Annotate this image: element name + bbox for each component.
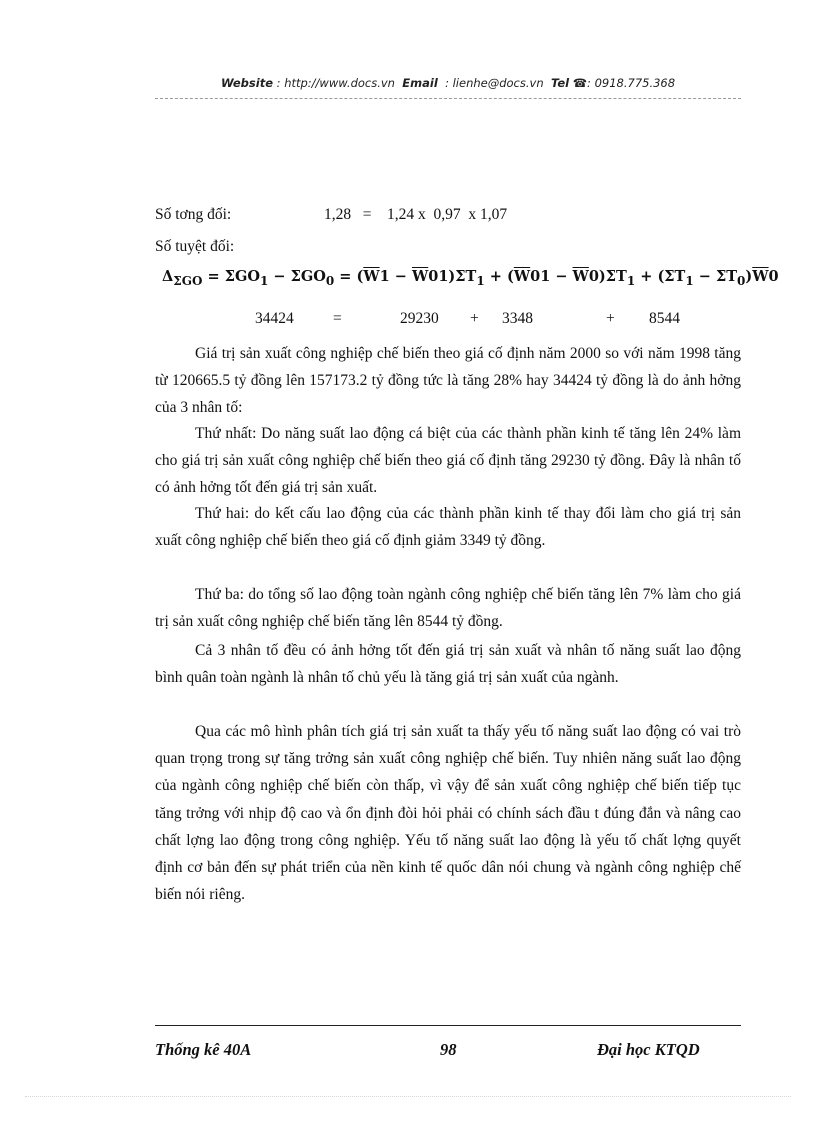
page-bottom-edge	[25, 1096, 791, 1097]
tel-label: Tel	[550, 76, 570, 90]
page-header	[155, 76, 741, 90]
footer-left: Thống kê 40A	[155, 1040, 252, 1059]
phone-icon: ☎	[572, 76, 588, 90]
value-factor-1: 29230	[400, 310, 439, 327]
relative-equation: 1,28 = 1,24 x 0,97 x 1,07	[324, 206, 508, 223]
value-total: 34424	[255, 310, 294, 327]
value-plus-1: +	[470, 310, 479, 327]
email-value[interactable]: : lienhe@docs.vn	[445, 76, 544, 90]
value-plus-2: +	[606, 310, 615, 327]
paragraph-all-factors: Cả 3 nhân tố đều có ảnh hởng tốt đến giá trị sản xuất và nhân tố năng suất lao động bình quân toàn ngành là nhân tố chủ yếu là tăng giá trị sản xuất của ngành.	[155, 642, 741, 687]
tel-value: : 0918.775.368	[587, 76, 676, 90]
paragraph-second-factor: Thứ hai: do kết cấu lao động của các thành phần kinh tế thay đổi làm cho giá trị sản xuất công nghiệp chế biến theo giá cố định giảm 3349 tỷ đồng.	[155, 505, 741, 550]
value-factor-3: 8544	[649, 310, 680, 327]
relative-label: Số tơng đối:	[155, 206, 232, 223]
footer-divider	[155, 1025, 741, 1026]
paragraph-third-factor: Thứ ba: do tổng số lao động toàn ngành công nghiệp chế biến tăng lên 7% làm cho giá trị sản xuất công nghiệp chế biến tăng lên 8544 tỷ đồng.	[155, 586, 741, 631]
header-divider	[155, 98, 741, 99]
paragraph-conclusion: Qua các mô hình phân tích giá trị sản xuất ta thấy yếu tố năng suất lao động có vai trò quan trọng trong sự tăng trởng sản xuất công nghiệp chế biến. Tuy nhiên năng suất lao động của ngành công nghiệp chế biến còn thấp, vì vậy để sản xuất công nghiệp chế biến tiếp tục tăng trởng với nhịp độ cao và ổn định đòi hỏi phải có chính sách đầu t đúng đắn và nâng cao chất lợng lao động trong công nghiệp. Yếu tố năng suất lao động là yếu tố chất lợng quyết định cơ bản đến sự phát triển của nền kinh tế quốc dân nói chung và ngành công nghiệp chế biến nói riêng.	[155, 723, 741, 904]
footer-right: Đại học KTQD	[597, 1040, 700, 1059]
website-label: Website	[220, 76, 274, 90]
page-number: 98	[440, 1040, 457, 1059]
paragraph-first-factor: Thứ nhất: Do năng suất lao động cá biệt của các thành phần kinh tế tăng lên 24% làm cho giá trị sản xuất công nghiệp chế biến theo giá cố định tăng 29230 tỷ đồng. Đây là nhân tố có ảnh hởng tốt đến giá trị sản xuất.	[155, 425, 741, 497]
value-equals: =	[333, 310, 342, 327]
value-factor-2: 3348	[502, 310, 533, 327]
email-label: Email	[402, 76, 438, 90]
absolute-label: Số tuyệt đối:	[155, 238, 235, 255]
paragraph-summary: Giá trị sản xuất công nghiệp chế biến theo giá cố định năm 2000 so với năm 1998 tăng từ 120665.5 tỷ đồng lên 157173.2 tỷ đồng tức là tăng 28% hay 34424 tỷ đồng là do ảnh hởng của 3 nhân tố:	[155, 345, 741, 417]
website-value[interactable]: : http://www.docs.vn	[276, 76, 395, 90]
decomposition-formula: $\Delta_{\Sigma GO} = \Sigma GO_1 - \Sigma GO_0 = (\overline{W}1 - \overline{W}01)\Sigma T_1 + (\overline{W}01 - \overline{W}0)\Sigma T_1 + (\Sigma T_1 - \Sigma T_0)\overline{W}0$	[162, 268, 779, 288]
